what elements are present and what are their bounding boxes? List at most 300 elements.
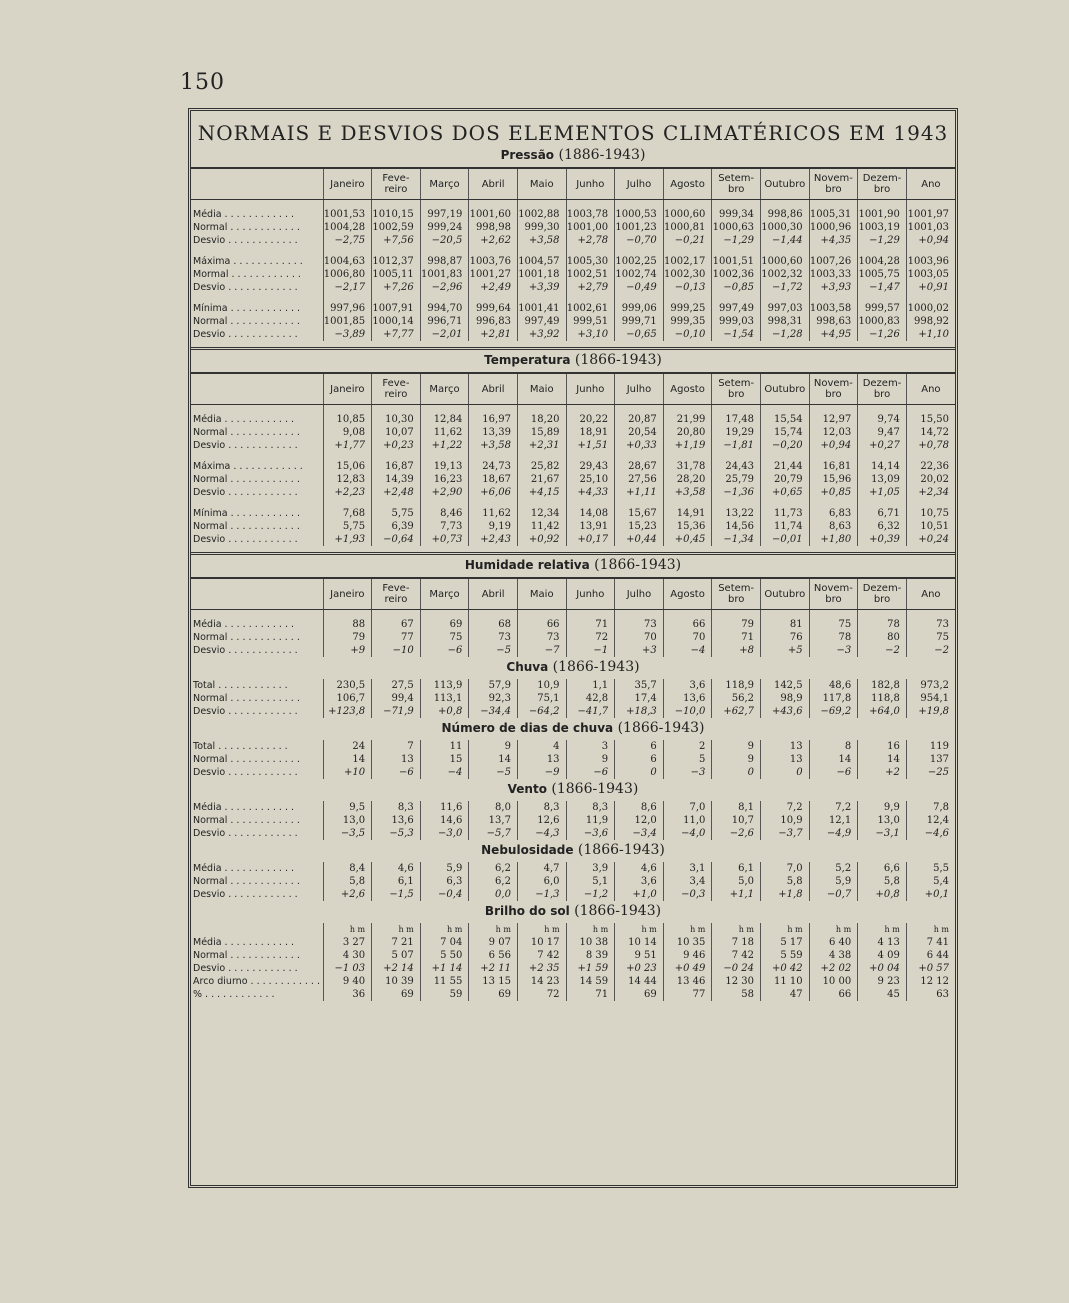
spacer-cell: [420, 610, 469, 619]
data-cell: 17,48: [712, 413, 761, 426]
data-cell: 14 59: [566, 975, 615, 988]
data-cell: 15,06: [323, 460, 372, 473]
table-row: [191, 221, 955, 234]
row-label: Desvio . . . . . . . . . . . .: [193, 706, 298, 717]
data-table: [191, 862, 955, 901]
data-cell: −1,44: [760, 234, 809, 247]
data-cell: 1005,31: [809, 208, 858, 221]
data-cell: 5: [663, 753, 712, 766]
data-cell: 9 40: [323, 975, 372, 988]
data-cell: 7: [372, 740, 421, 753]
spacer-cell: [760, 452, 809, 460]
column-header: Feve- reiro: [372, 168, 421, 200]
section-title: [191, 147, 955, 163]
spacer-cell: [858, 610, 907, 619]
unit-cell: h m: [420, 923, 469, 936]
data-cell: 63: [906, 988, 955, 1001]
unit-cell: h m: [615, 923, 664, 936]
spacer-cell: [566, 610, 615, 619]
table-row: [191, 268, 955, 281]
row-label: Mínima . . . . . . . . . . . .: [193, 508, 301, 519]
section-period: (1866-1943): [589, 557, 682, 573]
data-cell: +2 11: [469, 962, 518, 975]
row-label: Desvio . . . . . . . . . . . .: [193, 828, 298, 839]
data-cell: −1,81: [712, 439, 761, 452]
data-cell: 28,67: [615, 460, 664, 473]
data-cell: 12,97: [809, 413, 858, 426]
spacer-cell: [809, 499, 858, 507]
data-cell: −6: [420, 644, 469, 657]
section-name: Nebulosidade: [481, 843, 574, 857]
data-cell: 8,3: [566, 801, 615, 814]
data-cell: 1000,30: [760, 221, 809, 234]
column-header: Novem- bro: [809, 168, 858, 200]
data-cell: 9 51: [615, 949, 664, 962]
table-row: [191, 975, 955, 988]
spacer-cell: [760, 499, 809, 507]
spacer-cell: [663, 294, 712, 302]
data-cell: −1 03: [323, 962, 372, 975]
data-cell: +1,22: [420, 439, 469, 452]
data-cell: +1,10: [906, 328, 955, 341]
data-cell: +3,58: [663, 486, 712, 499]
column-header: Agosto: [663, 168, 712, 200]
data-cell: −41,7: [566, 705, 615, 718]
data-cell: 6,1: [712, 862, 761, 875]
spacer-row: [191, 405, 955, 414]
data-cell: 8,3: [372, 801, 421, 814]
data-cell: +2,48: [372, 486, 421, 499]
data-cell: 15,67: [615, 507, 664, 520]
section-name: Brilho do sol: [484, 904, 570, 918]
column-header: Junho: [566, 578, 615, 610]
data-cell: −64,2: [517, 705, 566, 718]
data-cell: 75,1: [517, 692, 566, 705]
row-label: Arco diurno . . . . . . . . . . . .: [193, 976, 320, 987]
section-title: [191, 352, 955, 368]
data-cell: +7,56: [372, 234, 421, 247]
row-label: Total . . . . . . . . . . . .: [193, 741, 288, 752]
data-cell: 20,02: [906, 473, 955, 486]
spacer-cell: [712, 294, 761, 302]
data-cell: −1,5: [372, 888, 421, 901]
table-row: [191, 862, 955, 875]
data-cell: 1000,02: [906, 302, 955, 315]
data-cell: 70: [663, 631, 712, 644]
section-title: [191, 842, 955, 858]
data-cell: −0,3: [663, 888, 712, 901]
data-cell: +0,78: [906, 439, 955, 452]
data-cell: 69: [372, 988, 421, 1001]
column-header: Ano: [906, 168, 955, 200]
row-label: Desvio . . . . . . . . . . . .: [193, 767, 298, 778]
spacer-cell: [420, 452, 469, 460]
data-cell: 13,7: [469, 814, 518, 827]
table-row: [191, 705, 955, 718]
data-cell: 14 44: [615, 975, 664, 988]
row-label: Desvio . . . . . . . . . . . .: [193, 282, 298, 293]
data-cell: 7,68: [323, 507, 372, 520]
spacer-cell: [615, 610, 664, 619]
data-cell: 1001,83: [420, 268, 469, 281]
table-row: [191, 631, 955, 644]
data-cell: 998,86: [760, 208, 809, 221]
unit-row: [191, 923, 955, 936]
data-cell: 6,0: [517, 875, 566, 888]
data-cell: 3,6: [663, 679, 712, 692]
table-row: [191, 460, 955, 473]
data-cell: −3,6: [566, 827, 615, 840]
data-cell: 9: [566, 753, 615, 766]
data-cell: +0,23: [372, 439, 421, 452]
data-cell: 42,8: [566, 692, 615, 705]
row-label: Normal . . . . . . . . . . . .: [193, 754, 300, 765]
data-cell: 13,91: [566, 520, 615, 533]
row-label: Média . . . . . . . . . . . .: [193, 937, 295, 948]
spacer-cell: [469, 247, 518, 255]
row-label: Média . . . . . . . . . . . .: [193, 209, 295, 220]
data-cell: 14,39: [372, 473, 421, 486]
data-cell: 99,4: [372, 692, 421, 705]
data-cell: 1001,97: [906, 208, 955, 221]
table-row: [191, 827, 955, 840]
data-cell: 999,25: [663, 302, 712, 315]
data-cell: 1000,60: [663, 208, 712, 221]
spacer-cell: [906, 452, 955, 460]
data-cell: 5,4: [906, 875, 955, 888]
data-cell: 5 17: [760, 936, 809, 949]
data-cell: 6: [615, 753, 664, 766]
data-cell: 1000,96: [809, 221, 858, 234]
column-header: Ano: [906, 373, 955, 405]
data-cell: 21,99: [663, 413, 712, 426]
spacer-cell: [906, 200, 955, 209]
data-cell: 11,62: [420, 426, 469, 439]
spacer-cell: [712, 499, 761, 507]
data-cell: 10 35: [663, 936, 712, 949]
data-cell: 3,1: [663, 862, 712, 875]
spacer-cell: [663, 405, 712, 414]
data-cell: 1002,88: [517, 208, 566, 221]
spacer-cell: [663, 610, 712, 619]
data-cell: 12,84: [420, 413, 469, 426]
data-cell: 999,06: [615, 302, 664, 315]
data-cell: −0,64: [372, 533, 421, 546]
data-cell: −0,70: [615, 234, 664, 247]
column-header: Novem- bro: [809, 578, 858, 610]
data-cell: 25,79: [712, 473, 761, 486]
spacer-cell: [372, 610, 421, 619]
row-label: Normal . . . . . . . . . . . .: [193, 876, 300, 887]
column-header: Maio: [517, 168, 566, 200]
spacer-cell: [760, 247, 809, 255]
data-cell: 69: [420, 618, 469, 631]
data-cell: 998,31: [760, 315, 809, 328]
data-cell: 1001,00: [566, 221, 615, 234]
data-cell: 106,7: [323, 692, 372, 705]
table-row: [191, 507, 955, 520]
data-cell: +3,93: [809, 281, 858, 294]
spacer-cell: [809, 200, 858, 209]
data-cell: 6 44: [906, 949, 955, 962]
data-cell: 11: [420, 740, 469, 753]
data-cell: −1,26: [858, 328, 907, 341]
table-row: [191, 936, 955, 949]
data-cell: 10,9: [517, 679, 566, 692]
table-row: [191, 426, 955, 439]
section-title: [191, 781, 955, 797]
data-cell: 12,83: [323, 473, 372, 486]
table-row: [191, 753, 955, 766]
data-cell: +2 02: [809, 962, 858, 975]
data-cell: 9 23: [858, 975, 907, 988]
data-cell: 1004,57: [517, 255, 566, 268]
spacer-cell: [372, 499, 421, 507]
row-label: Normal . . . . . . . . . . . .: [193, 632, 300, 643]
data-cell: 8: [809, 740, 858, 753]
data-cell: +0,45: [663, 533, 712, 546]
data-cell: 15,50: [906, 413, 955, 426]
data-cell: +0,17: [566, 533, 615, 546]
data-cell: 75: [420, 631, 469, 644]
data-cell: +0,92: [517, 533, 566, 546]
data-cell: +64,0: [858, 705, 907, 718]
data-cell: 18,20: [517, 413, 566, 426]
data-cell: 10,51: [906, 520, 955, 533]
row-label: Mormal . . . . . . . . . . . .: [193, 269, 301, 280]
row-label: Normal . . . . . . . . . . . .: [193, 427, 300, 438]
data-cell: −3,89: [323, 328, 372, 341]
data-cell: 11,6: [420, 801, 469, 814]
data-cell: 1004,63: [323, 255, 372, 268]
data-cell: 4 30: [323, 949, 372, 962]
data-cell: −6: [372, 766, 421, 779]
spacer-cell: [372, 452, 421, 460]
data-cell: 77: [663, 988, 712, 1001]
data-cell: 9,5: [323, 801, 372, 814]
table-row: [191, 888, 955, 901]
data-cell: 1000,53: [615, 208, 664, 221]
data-cell: 10,07: [372, 426, 421, 439]
data-cell: 6,1: [372, 875, 421, 888]
data-cell: −4,3: [517, 827, 566, 840]
data-cell: 3 27: [323, 936, 372, 949]
data-cell: 73: [615, 618, 664, 631]
data-cell: 2: [663, 740, 712, 753]
spacer-cell: [663, 247, 712, 255]
data-cell: +2,23: [323, 486, 372, 499]
data-cell: 11 55: [420, 975, 469, 988]
data-cell: 73: [517, 631, 566, 644]
data-cell: 13: [517, 753, 566, 766]
data-cell: 68: [469, 618, 518, 631]
data-cell: +2,43: [469, 533, 518, 546]
data-cell: −71,9: [372, 705, 421, 718]
column-header: Março: [420, 373, 469, 405]
data-cell: −2,96: [420, 281, 469, 294]
column-header: Abril: [469, 373, 518, 405]
table-row: [191, 988, 955, 1001]
data-cell: 15,74: [760, 426, 809, 439]
spacer-row: [191, 247, 955, 255]
data-table: [191, 372, 955, 546]
data-table: [191, 801, 955, 840]
column-header: Julho: [615, 373, 664, 405]
row-label: Desvio . . . . . . . . . . . .: [193, 534, 298, 545]
spacer-cell: [191, 452, 323, 460]
data-cell: −34,4: [469, 705, 518, 718]
data-cell: 73: [469, 631, 518, 644]
row-label: Desvio . . . . . . . . . . . .: [193, 963, 298, 974]
data-cell: −0,21: [663, 234, 712, 247]
data-cell: +0,1: [906, 888, 955, 901]
data-cell: 1002,25: [615, 255, 664, 268]
data-cell: 13,22: [712, 507, 761, 520]
data-cell: +5: [760, 644, 809, 657]
section-name: Pressão: [500, 148, 555, 162]
spacer-row: [191, 452, 955, 460]
data-cell: −3,5: [323, 827, 372, 840]
data-cell: 21,44: [760, 460, 809, 473]
data-cell: 1005,30: [566, 255, 615, 268]
main-title: NORMAIS E DESVIOS DOS ELEMENTOS CLIMATÉRICOS EM 1943: [197, 121, 949, 145]
table-row: [191, 328, 955, 341]
table-row: [191, 644, 955, 657]
data-cell: −2,01: [420, 328, 469, 341]
data-cell: +2,78: [566, 234, 615, 247]
data-cell: −5,3: [372, 827, 421, 840]
data-cell: 77: [372, 631, 421, 644]
data-cell: 0: [712, 766, 761, 779]
spacer-cell: [760, 610, 809, 619]
spacer-cell: [615, 499, 664, 507]
data-cell: +0,8: [420, 705, 469, 718]
data-cell: 6 40: [809, 936, 858, 949]
data-cell: +3,92: [517, 328, 566, 341]
data-cell: 9: [712, 753, 761, 766]
data-cell: +2,81: [469, 328, 518, 341]
unit-cell: h m: [372, 923, 421, 936]
spacer-row: [191, 294, 955, 302]
data-cell: 137: [906, 753, 955, 766]
column-header: Julho: [615, 578, 664, 610]
column-header: Outubro: [760, 168, 809, 200]
data-cell: 88: [323, 618, 372, 631]
data-cell: −1: [566, 644, 615, 657]
spacer-cell: [191, 499, 323, 507]
table-row: [191, 255, 955, 268]
data-cell: +0,24: [906, 533, 955, 546]
data-cell: −0,65: [615, 328, 664, 341]
data-cell: −0,01: [760, 533, 809, 546]
data-cell: −5,7: [469, 827, 518, 840]
column-header: Outubro: [760, 578, 809, 610]
data-cell: 12 12: [906, 975, 955, 988]
data-cell: 13,0: [858, 814, 907, 827]
data-cell: 16,23: [420, 473, 469, 486]
data-table: [191, 923, 955, 1001]
spacer-cell: [566, 247, 615, 255]
data-cell: 11,73: [760, 507, 809, 520]
data-cell: 15,36: [663, 520, 712, 533]
data-cell: +2,34: [906, 486, 955, 499]
data-cell: 973,2: [906, 679, 955, 692]
data-cell: 1001,03: [906, 221, 955, 234]
column-header: Janeiro: [323, 168, 372, 200]
data-cell: +3,39: [517, 281, 566, 294]
section-period: (1866-1943): [570, 352, 662, 368]
data-cell: 1012,37: [372, 255, 421, 268]
data-cell: 18,91: [566, 426, 615, 439]
data-cell: −6: [809, 766, 858, 779]
column-header: Junho: [566, 168, 615, 200]
table-row: [191, 315, 955, 328]
table-row: [191, 208, 955, 221]
data-cell: +0,94: [809, 439, 858, 452]
data-cell: 7 04: [420, 936, 469, 949]
data-cell: 14: [323, 753, 372, 766]
data-cell: 994,70: [420, 302, 469, 315]
spacer-cell: [760, 405, 809, 414]
data-cell: 182,8: [858, 679, 907, 692]
spacer-cell: [191, 405, 323, 414]
data-cell: 19,13: [420, 460, 469, 473]
data-cell: 1001,18: [517, 268, 566, 281]
data-cell: +0,39: [858, 533, 907, 546]
data-cell: 118,9: [712, 679, 761, 692]
unit-cell: h m: [760, 923, 809, 936]
data-cell: 1003,96: [906, 255, 955, 268]
data-cell: 7 21: [372, 936, 421, 949]
data-cell: +7,77: [372, 328, 421, 341]
data-cell: 16,97: [469, 413, 518, 426]
data-cell: 9,47: [858, 426, 907, 439]
data-cell: +0,91: [906, 281, 955, 294]
data-cell: 92,3: [469, 692, 518, 705]
spacer-cell: [191, 294, 323, 302]
spacer-cell: [712, 610, 761, 619]
data-cell: 20,87: [615, 413, 664, 426]
data-cell: 13 15: [469, 975, 518, 988]
spacer-cell: [323, 200, 372, 209]
data-cell: 1001,60: [469, 208, 518, 221]
data-cell: 1007,91: [372, 302, 421, 315]
data-cell: 1002,74: [615, 268, 664, 281]
data-cell: 14,56: [712, 520, 761, 533]
data-cell: 10 17: [517, 936, 566, 949]
spacer-cell: [517, 452, 566, 460]
data-cell: 9 46: [663, 949, 712, 962]
data-cell: +2: [858, 766, 907, 779]
data-cell: 0: [760, 766, 809, 779]
spacer-cell: [760, 200, 809, 209]
data-cell: 9,08: [323, 426, 372, 439]
data-cell: +1 59: [566, 962, 615, 975]
column-header: Abril: [469, 578, 518, 610]
data-cell: 1001,41: [517, 302, 566, 315]
data-cell: 5,0: [712, 875, 761, 888]
data-cell: 1000,63: [712, 221, 761, 234]
data-cell: 28,20: [663, 473, 712, 486]
data-cell: 5,9: [809, 875, 858, 888]
data-cell: 3: [566, 740, 615, 753]
data-cell: 20,22: [566, 413, 615, 426]
data-cell: −4,0: [663, 827, 712, 840]
data-cell: 9: [469, 740, 518, 753]
data-cell: +8: [712, 644, 761, 657]
section-period: (1866-1943): [569, 903, 662, 919]
row-label: Desvio . . . . . . . . . . . .: [193, 645, 298, 656]
